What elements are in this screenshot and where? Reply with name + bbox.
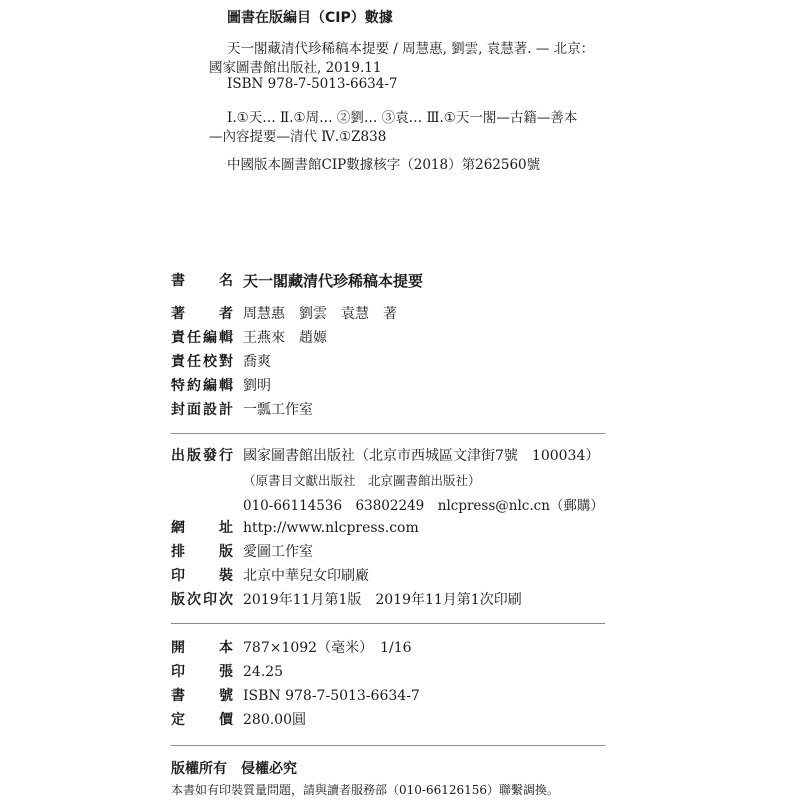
format-label: 開本	[171, 640, 233, 656]
format-row	[171, 638, 412, 658]
special-editor-row	[171, 376, 271, 396]
authors-label: 著者	[171, 306, 233, 322]
book-title-row	[171, 271, 423, 291]
editor-row	[171, 328, 327, 348]
edition-label: 版次印次	[171, 592, 233, 608]
cip-title: 圖書在版編目（CIP）數據	[227, 10, 393, 26]
cover-design-value: 一瓢工作室	[243, 402, 313, 418]
publisher-value: 國家圖書館出版社（北京市西城區文津街7號 100034）	[243, 448, 600, 464]
book-title-label: 書名	[171, 273, 233, 289]
website-value: http://www.nlcpress.com	[243, 520, 419, 536]
edition-value: 2019年11月第1版 2019年11月第1次印刷	[243, 592, 522, 608]
book-number-row	[171, 686, 420, 706]
sheets-label: 印張	[171, 664, 233, 680]
book-title-value: 天一閣藏清代珍稀稿本提要	[243, 272, 424, 290]
editor-value: 王燕來 趙嫄	[243, 330, 327, 346]
publisher-row	[171, 446, 599, 466]
proofreader-row	[171, 352, 271, 372]
proofreader-value: 喬爽	[243, 354, 271, 370]
website-row	[171, 518, 419, 538]
typesetting-label: 排版	[171, 544, 233, 560]
price-row	[171, 710, 306, 730]
special-editor-label: 特約編輯	[171, 378, 233, 394]
book-number-label: 書號	[171, 688, 233, 704]
cover-design-row	[171, 400, 313, 420]
service-note: 本書如有印裝質量問題，請與讀者服務部（010-66126156）聯繫調換。	[171, 783, 560, 797]
cip-isbn: ISBN 978-7-5013-6634-7	[227, 76, 398, 92]
authors-value: 周慧惠 劉雲 袁慧 著	[243, 306, 397, 322]
publisher-label: 出版發行	[171, 448, 233, 464]
sheets-value: 24.25	[243, 664, 284, 680]
publisher-contacts: 010-66114536 63802249 nlcpress@nlc.cn（郵購）	[243, 498, 604, 514]
divider	[171, 433, 605, 434]
cover-design-label: 封面設計	[171, 402, 233, 418]
divider	[171, 623, 605, 624]
book-number-value: ISBN 978-7-5013-6634-7	[243, 688, 420, 704]
printing-label: 印裝	[171, 568, 233, 584]
printing-value: 北京中華兒女印刷廠	[243, 568, 369, 584]
cip-entry-line: 國家圖書館出版社, 2019.11	[209, 60, 382, 76]
editor-label: 責任編輯	[171, 330, 233, 346]
format-value: 787×1092（毫米） 1/16	[243, 640, 412, 656]
cip-subjects: Ⅰ.①天… Ⅱ.①周… ②劉… ③袁… Ⅲ.①天一閣—古籍—善本	[227, 110, 578, 126]
sheets-row	[171, 662, 283, 682]
cip-subjects: —內容提要—清代 Ⅳ.①Z838	[209, 129, 387, 145]
cip-number: 中國版本圖書館CIP數據核字（2018）第262560號	[227, 157, 541, 173]
special-editor-value: 劉明	[243, 378, 271, 394]
printing-row	[171, 566, 369, 586]
price-value: 280.00圓	[243, 712, 306, 728]
price-label: 定價	[171, 712, 233, 728]
cip-entry-line: 天一閣藏清代珍稀稿本提要 / 周慧惠, 劉雲, 袁慧著. — 北京：	[227, 41, 595, 57]
typesetting-value: 愛圖工作室	[243, 544, 313, 560]
proofreader-label: 責任校對	[171, 354, 233, 370]
edition-row	[171, 590, 522, 610]
publisher-former-names: （原書目文獻出版社 北京圖書館出版社）	[243, 473, 481, 488]
divider	[171, 745, 605, 746]
authors-row	[171, 304, 397, 324]
website-label: 網址	[171, 520, 233, 536]
typesetting-row	[171, 542, 313, 562]
rights-notice: 版權所有 侵權必究	[171, 761, 297, 777]
